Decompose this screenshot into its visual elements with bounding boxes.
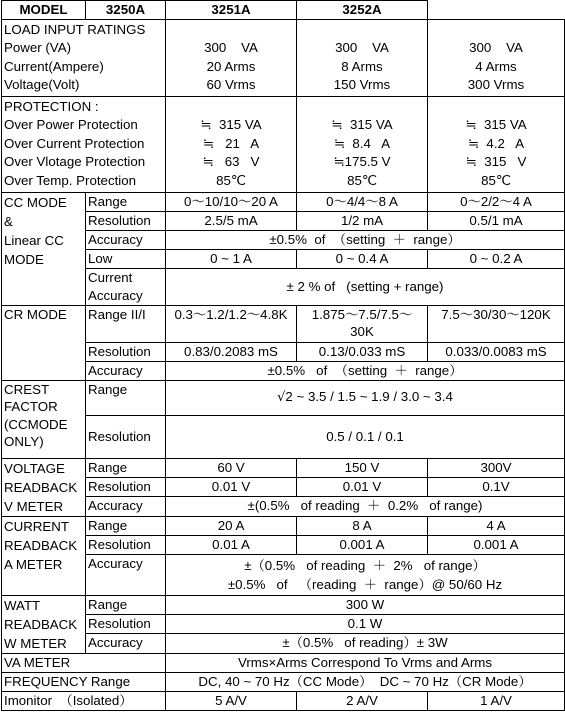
cr-range-3252a: 7.5～30/30～120K <box>428 305 565 342</box>
prot-3252a-temp: 85℃ <box>481 172 511 188</box>
prot-3250a-current: ≒ 21 A <box>202 135 260 151</box>
header-3250a: 3250A <box>86 1 166 20</box>
header-row <box>2 1 565 20</box>
watt-label-2: READBACK <box>4 616 78 632</box>
cc-current-accuracy-label <box>86 268 166 305</box>
cc-resolution-label: Resolution <box>86 211 166 230</box>
cc-current-accuracy-label-2: Accuracy <box>88 287 143 303</box>
crest-label-2: FACTOR <box>4 399 58 414</box>
watt-range-label: Range <box>86 595 166 614</box>
crest-label-4: ONLY) <box>4 434 44 449</box>
cc-range-row <box>2 192 565 211</box>
cr-mode-label: CR MODE <box>2 305 86 380</box>
voltage-range-3250a: 60 V <box>166 458 297 477</box>
current-accuracy-value <box>166 554 565 595</box>
current-resolution-row <box>2 535 565 554</box>
voltage-resolution-3250a: 0.01 V <box>166 477 297 496</box>
load-3250a-blank <box>168 21 294 40</box>
cc-resolution-3251a: 1/2 mA <box>297 211 428 230</box>
cr-range-row <box>2 305 565 342</box>
imonitor-3251a: 2 A/V <box>297 691 428 710</box>
imonitor-row <box>2 691 565 710</box>
header-model: MODEL <box>2 1 86 20</box>
current-accuracy-label: Accuracy <box>86 554 166 595</box>
crest-factor-label <box>2 380 86 458</box>
va-meter-label: VA METER <box>2 653 166 672</box>
prot-3250a-power: ≒ 315 VA <box>200 117 262 133</box>
current-label-1: CURRENT <box>4 518 70 534</box>
cc-low-3252a: 0 ~ 0.2 A <box>428 249 565 268</box>
current-accuracy-row <box>2 554 565 595</box>
header-3252a: 3252A <box>297 1 428 20</box>
cr-resolution-3251a: 0.13/0.033 mS <box>297 342 428 361</box>
crest-range-value <box>166 380 565 415</box>
voltage-range-3252a: 300V <box>428 458 565 477</box>
cc-range-3250a: 0～10/10～20 A <box>166 192 297 211</box>
current-label-2: READBACK <box>4 537 78 553</box>
load-ratings-row <box>2 19 565 96</box>
prot-3251a-voltage: ≒175.5 V <box>333 154 391 170</box>
cr-range-3251a-line1: 1.875～7.5/7.5～ <box>311 306 413 322</box>
load-3252a <box>428 19 565 96</box>
cc-resolution-3250a: 2.5/5 mA <box>166 211 297 230</box>
watt-label-3: W METER <box>4 635 67 651</box>
imonitor-3250a: 5 A/V <box>166 691 297 710</box>
watt-readback-label <box>2 595 86 653</box>
over-power-label: Over Power Protection <box>4 117 138 133</box>
prot-3251a-current: ≒ 8.4 A <box>333 135 391 151</box>
crest-label-3: (CCMODE <box>4 416 68 432</box>
spec-table-body <box>1 19 565 711</box>
protection-3250a <box>166 96 297 192</box>
crest-range-row <box>2 380 565 415</box>
crest-resolution-value: 0.5 / 0.1 / 0.1 <box>166 415 565 458</box>
frequency-value: DC, 40 ~ 70 Hz（CC Mode） DC ~ 70 Hz（CR Mode） <box>166 672 565 691</box>
voltage-range-3251a: 150 V <box>297 458 428 477</box>
voltage-accuracy-row <box>2 496 565 516</box>
cc-low-3250a: 0 ~ 1 A <box>166 249 297 268</box>
cr-accuracy-row <box>2 361 565 380</box>
protection-3251a <box>297 96 428 192</box>
current-readback-label <box>2 516 86 595</box>
cc-range-3252a: 0～2/2～4 A <box>428 192 565 211</box>
load-3251a-current: 8 Arms <box>341 58 383 74</box>
header-3251a: 3251A <box>166 1 297 20</box>
cc-label-4: MODE <box>4 251 44 267</box>
load-3251a-power: 300 VA <box>335 40 389 55</box>
cr-resolution-3250a: 0.83/0.2083 mS <box>166 342 297 361</box>
prot-3252a-voltage: ≒ 315 V <box>465 154 527 170</box>
cc-accuracy-value: ±0.5% of （setting ＋ range） <box>166 230 565 249</box>
watt-range-value: 300 W <box>166 595 565 614</box>
prot-3250a-temp: 85℃ <box>216 172 246 188</box>
cr-resolution-3252a: 0.033/0.0083 mS <box>428 342 565 361</box>
watt-label-1: WATT <box>4 597 41 613</box>
load-3252a-voltage: 300 Vrms <box>467 77 525 92</box>
watt-resolution-row <box>2 614 565 633</box>
frequency-label: FREQUENCY Range <box>2 672 166 691</box>
current-resolution-3251a: 0.001 A <box>297 535 428 554</box>
cc-current-accuracy-label-1: Current <box>88 270 133 285</box>
cr-resolution-row <box>2 342 565 361</box>
cr-range-3251a-line2: 30K <box>350 324 374 339</box>
cc-low-label: Low <box>86 249 166 268</box>
cr-range-label: Range II/I <box>86 305 166 342</box>
prot-3252a-power: ≒ 315 VA <box>465 117 527 133</box>
load-3250a-voltage: 60 Vrms <box>206 77 256 92</box>
imonitor-label: Imonitor （Isolated） <box>2 691 166 710</box>
load-3252a-current: 4 Arms <box>475 58 517 74</box>
cc-accuracy-label: Accuracy <box>86 230 166 249</box>
current-label-3: A METER <box>4 556 63 572</box>
prot-3252a-current: ≒ 4.2 A <box>467 135 525 151</box>
cr-range-3250a: 0.3～1.2/1.2～4.8K <box>166 305 297 342</box>
cc-low-3251a: 0 ~ 0.4 A <box>297 249 428 268</box>
prot-3250a-voltage: ≒ 63 V <box>202 154 260 170</box>
current-resolution-label: Resolution <box>86 535 166 554</box>
load-title: LOAD INPUT RATINGS <box>4 21 146 37</box>
load-3250a-power: 300 VA <box>204 40 258 55</box>
over-current-label: Over Current Protection <box>4 135 145 151</box>
load-power-label: Power (VA) <box>4 40 71 55</box>
watt-accuracy-row <box>2 633 565 653</box>
frequency-row <box>2 672 565 691</box>
load-3250a-current: 20 Arms <box>206 58 256 74</box>
cr-accuracy-value: ±0.5% of （setting ＋ range） <box>166 361 565 380</box>
voltage-accuracy-value: ±(0.5% of reading ＋ 0.2% of range) <box>166 496 565 516</box>
protection-3252a <box>428 96 565 192</box>
cc-current-accuracy-value: ± 2 % of (setting + range) <box>166 268 565 305</box>
current-accuracy-line1: ±（0.5% of reading ＋ 2% of range） <box>244 557 486 573</box>
va-meter-row <box>2 653 565 672</box>
cc-label-1: CC MODE <box>4 194 67 210</box>
voltage-resolution-row <box>2 477 565 496</box>
spec-table <box>1 0 565 20</box>
voltage-resolution-3251a: 0.01 V <box>297 477 428 496</box>
current-range-3250a: 20 A <box>166 516 297 535</box>
voltage-range-row <box>2 458 565 477</box>
prot-3252a-blank <box>430 98 562 117</box>
sqrt-icon: √ <box>277 390 286 406</box>
load-3251a-voltage: 150 Vrms <box>333 77 391 92</box>
prot-3251a-power: ≒ 315 VA <box>331 117 393 133</box>
cc-resolution-3252a: 0.5/1 mA <box>428 211 565 230</box>
protection-labels <box>2 96 166 192</box>
cc-mode-label <box>2 192 86 305</box>
voltage-resolution-label: Resolution <box>86 477 166 496</box>
load-current-label: Current(Ampere) <box>4 58 104 74</box>
voltage-accuracy-label: Accuracy <box>86 496 166 516</box>
imonitor-3252a: 1 A/V <box>428 691 565 710</box>
current-range-3252a: 4 A <box>428 516 565 535</box>
crest-label-1: CREST <box>4 381 50 397</box>
watt-resolution-label: Resolution <box>86 614 166 633</box>
cc-label-2: & <box>4 213 13 229</box>
voltage-resolution-3252a: 0.1V <box>428 477 565 496</box>
cr-range-3251a <box>297 305 428 342</box>
load-3250a <box>166 19 297 96</box>
prot-3250a-blank <box>168 98 294 117</box>
cc-range-3251a: 0～4/4～8 A <box>297 192 428 211</box>
voltage-label-2: READBACK <box>4 479 78 495</box>
current-resolution-3250a: 0.01 A <box>166 535 297 554</box>
prot-3251a-blank <box>299 98 425 117</box>
crest-range-label: Range <box>86 380 166 415</box>
load-ratings-labels <box>2 19 166 96</box>
protection-row <box>2 96 565 192</box>
over-temp-label: Over Temp. Protection <box>4 172 137 188</box>
load-3252a-blank <box>430 21 562 40</box>
load-3251a-blank <box>299 21 425 40</box>
cc-current-accuracy-row <box>2 268 565 305</box>
watt-range-row <box>2 595 565 614</box>
cc-range-label: Range <box>86 192 166 211</box>
watt-resolution-value: 0.1 W <box>166 614 565 633</box>
over-voltage-label: Over Vlotage Protection <box>4 154 146 170</box>
load-3251a <box>297 19 428 96</box>
prot-3251a-temp: 85℃ <box>347 172 377 188</box>
crest-resolution-row <box>2 415 565 458</box>
crest-range-text: 2 ~ 3.5 / 1.5 ~ 1.9 / 3.0 ~ 3.4 <box>285 389 453 405</box>
cc-low-row <box>2 249 565 268</box>
cc-resolution-row <box>2 211 565 230</box>
voltage-readback-label <box>2 458 86 516</box>
current-range-row <box>2 516 565 535</box>
load-3252a-power: 300 VA <box>469 40 523 55</box>
crest-resolution-label: Resolution <box>86 415 166 458</box>
voltage-range-label: Range <box>86 458 166 477</box>
voltage-label-3: V METER <box>4 498 64 514</box>
current-accuracy-line2: ±0.5% of （reading ＋ range）@ 50/60 Hz <box>227 576 503 592</box>
watt-accuracy-label: Accuracy <box>86 633 166 653</box>
load-voltage-label: Voltage(Volt) <box>4 77 80 92</box>
watt-accuracy-value: ±（0.5% of reading）± 3W <box>166 633 565 653</box>
protection-title: PROTECTION : <box>4 98 99 114</box>
cr-resolution-label: Resolution <box>86 342 166 361</box>
current-range-label: Range <box>86 516 166 535</box>
va-meter-value: Vrms×Arms Correspond To Vrms and Arms <box>166 653 565 672</box>
current-resolution-3252a: 0.001 A <box>428 535 565 554</box>
current-range-3251a: 8 A <box>297 516 428 535</box>
cc-accuracy-row <box>2 230 565 249</box>
cc-label-3: Linear CC <box>4 232 64 248</box>
cr-accuracy-label: Accuracy <box>86 361 166 380</box>
voltage-label-1: VOLTAGE <box>4 460 65 476</box>
